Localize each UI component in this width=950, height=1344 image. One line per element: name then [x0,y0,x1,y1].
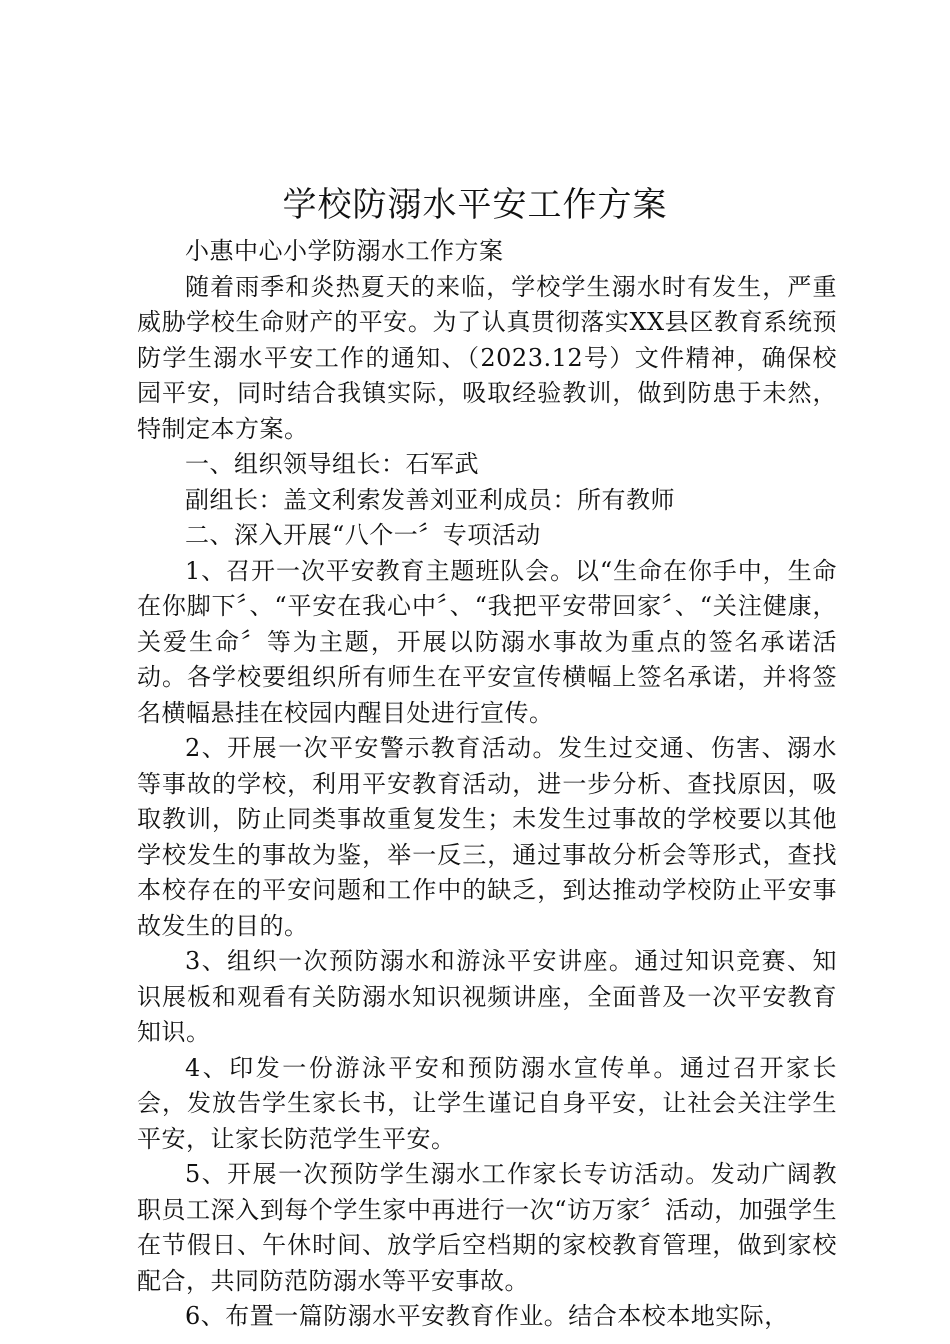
section-activities-paragraph: 二、深入开展“八个一〞专项活动 [185,521,541,549]
intro-paragraph: 随着雨季和炎热夏天的来临，学校学生溺水时有发生，严重威胁学校生命财产的平安。为了认真贯彻落实XX县区教育系统预防学生溺水平安工作的通知、（2023.12号）文件精神，确保校园平安，同时结合我镇实际，吸取经验教训，做到防患于未然，特制定本方案。 [137,272,837,443]
activity-4-paragraph: 4、印发一份游泳平安和预防溺水宣传单。通过召开家长会，发放告学生家长书，让学生谨记自身平安，让社会关注学生平安，让家长防范学生平安。 [137,1053,837,1153]
activity-5-paragraph: 5、开展一次预防学生溺水工作家长专访活动。发动广阔教职员工深入到每个学生家中再进行一次“访万家〞活动，加强学生在节假日、午休时间、放学后空档期的家校教育管理，做到家校配合，共同防范防溺水等平安事故。 [137,1160,837,1295]
subtitle-paragraph: 小惠中心小学防溺水工作方案 [185,237,504,265]
section-leadership-paragraph: 一、组织领导组长：石军武 [185,450,479,478]
activity-1-paragraph: 1、召开一次平安教育主题班队会。以“生命在你手中，生命在你脚下〞、“平安在我心中〞、“我把平安带回家〞、“关注健康，关爱生命〞等为主题，开展以防溺水事故为重点的签名承诺活动。各学校要组织所有师生在平安宣传横幅上签名承诺，并将签名横幅悬挂在校园内醒目处进行宣传。 [137,556,837,727]
document-title: 学校防溺水平安工作方案 [282,185,668,225]
activity-3-paragraph: 3、组织一次预防溺水和游泳平安讲座。通过知识竞赛、知识展板和观看有关防溺水知识视频讲座，全面普及一次平安教育知识。 [137,947,837,1046]
document-body [137,234,837,1335]
deputy-members-paragraph: 副组长：盖文利索发善刘亚利成员：所有教师 [185,485,675,514]
activity-2-paragraph: 2、开展一次平安警示教育活动。发生过交通、伤害、溺水等事故的学校，利用平安教育活动，进一步分析、查找原因，吸取教训，防止同类事故重复发生；未发生过事故的学校要以其他学校发生的事故为鉴，举一反三，通过事故分析会等形式，查找本校存在的平安问题和工作中的缺乏，到达推动学校防止平安事故发生的目的。 [137,734,837,940]
activity-6-paragraph: 6、布置一篇防溺水平安教育作业。结合本校本地实际， [185,1302,789,1330]
